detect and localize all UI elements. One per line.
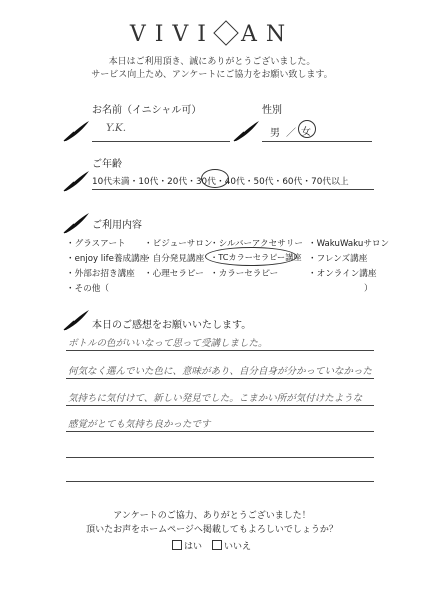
gender-female[interactable]: 女 bbox=[301, 127, 311, 138]
usage-label: ご利用内容 bbox=[92, 220, 142, 231]
usage-option[interactable]: ・心理セラピー bbox=[144, 269, 204, 279]
name-value[interactable]: Y.K. bbox=[106, 122, 127, 134]
gender-underline bbox=[262, 141, 372, 142]
gender-slash: ／ bbox=[286, 128, 296, 139]
closing-thanks: アンケートのご協力、ありがとうございました！ bbox=[113, 511, 311, 521]
brand-left: VIVI bbox=[129, 22, 215, 47]
feedback-underline bbox=[66, 481, 374, 482]
age-selected-circle bbox=[201, 169, 229, 188]
usage-option[interactable]: ・WakuWakuサロン bbox=[308, 239, 390, 249]
usage-option[interactable]: ・シルバーアクセサリー bbox=[210, 239, 304, 249]
usage-option[interactable]: ・カラーセラピー bbox=[210, 269, 279, 279]
feedback-underline bbox=[66, 431, 374, 432]
quill-icon bbox=[62, 309, 90, 331]
usage-option[interactable]: ・オンライン講座 bbox=[308, 269, 377, 279]
usage-option-selected[interactable]: ・TCカラーセラピー講座 bbox=[210, 252, 302, 262]
checkbox-icon[interactable] bbox=[172, 540, 182, 550]
checkbox-icon[interactable] bbox=[212, 540, 222, 550]
feedback-underline bbox=[66, 350, 374, 351]
quill-icon bbox=[62, 120, 90, 142]
age-label: ご年齢 bbox=[92, 159, 122, 170]
consent-no-label: いいえ bbox=[224, 542, 252, 552]
feedback-underline bbox=[66, 457, 374, 458]
feedback-line-1[interactable]: ボトルの色がいいなって思って受講しました。 bbox=[68, 338, 268, 349]
closing-question: 頂いたお声をホームページへ掲載してもよろしいでしょうか？ bbox=[86, 525, 338, 535]
usage-option[interactable]: ・グラスアート bbox=[66, 239, 126, 249]
feedback-line-3[interactable]: 気持ちに気付けて、新しい発見でした。こまかい所が気付けたような bbox=[68, 393, 363, 404]
feedback-line-2[interactable]: 何気なく選んでいた色に、意味があり、自分自身が分かっていなかった bbox=[68, 366, 373, 377]
intro-line-1: 本日はご利用頂き、誠にありがとうございました。 bbox=[108, 57, 316, 67]
feedback-line-4[interactable]: 感覚がとても気持ち良かったです bbox=[68, 419, 211, 430]
brand-diamond-icon bbox=[213, 20, 238, 45]
usage-other-close: ） bbox=[364, 284, 373, 294]
intro-line-2: サービス向上ため、アンケートにご協力をお願い致します。 bbox=[91, 70, 333, 80]
brand-right: AN bbox=[241, 22, 295, 47]
consent-yes-label: はい bbox=[184, 542, 203, 552]
usage-other-label: ・その他（ bbox=[66, 284, 109, 294]
name-label: お名前（イニシャル可） bbox=[92, 105, 202, 116]
usage-option[interactable]: ・フレンズ講座 bbox=[308, 254, 368, 264]
usage-option[interactable]: ・外部お招き講座 bbox=[66, 269, 135, 279]
usage-option[interactable]: ・enjoy life養成講座 bbox=[66, 254, 149, 264]
gender-male[interactable]: 男 bbox=[270, 128, 280, 139]
quill-icon bbox=[62, 170, 90, 192]
usage-option[interactable]: ・自分発見講座 bbox=[144, 254, 205, 264]
age-options[interactable]: 10代未満・10代・20代・30代・40代・50代・60代・70代以上 bbox=[92, 177, 349, 187]
quill-icon bbox=[62, 212, 90, 234]
gender-label: 性別 bbox=[262, 105, 282, 116]
quill-icon bbox=[232, 120, 260, 142]
consent-yes[interactable] bbox=[172, 539, 202, 552]
usage-option[interactable]: ・ビジューサロン bbox=[144, 239, 213, 249]
brand-logo bbox=[0, 22, 424, 47]
feedback-underline bbox=[66, 405, 374, 406]
feedback-label: 本日のご感想をお願いいたします。 bbox=[92, 320, 252, 331]
feedback-underline bbox=[66, 378, 374, 379]
consent-no[interactable] bbox=[212, 539, 251, 552]
age-underline bbox=[92, 189, 374, 190]
name-underline bbox=[92, 141, 230, 142]
